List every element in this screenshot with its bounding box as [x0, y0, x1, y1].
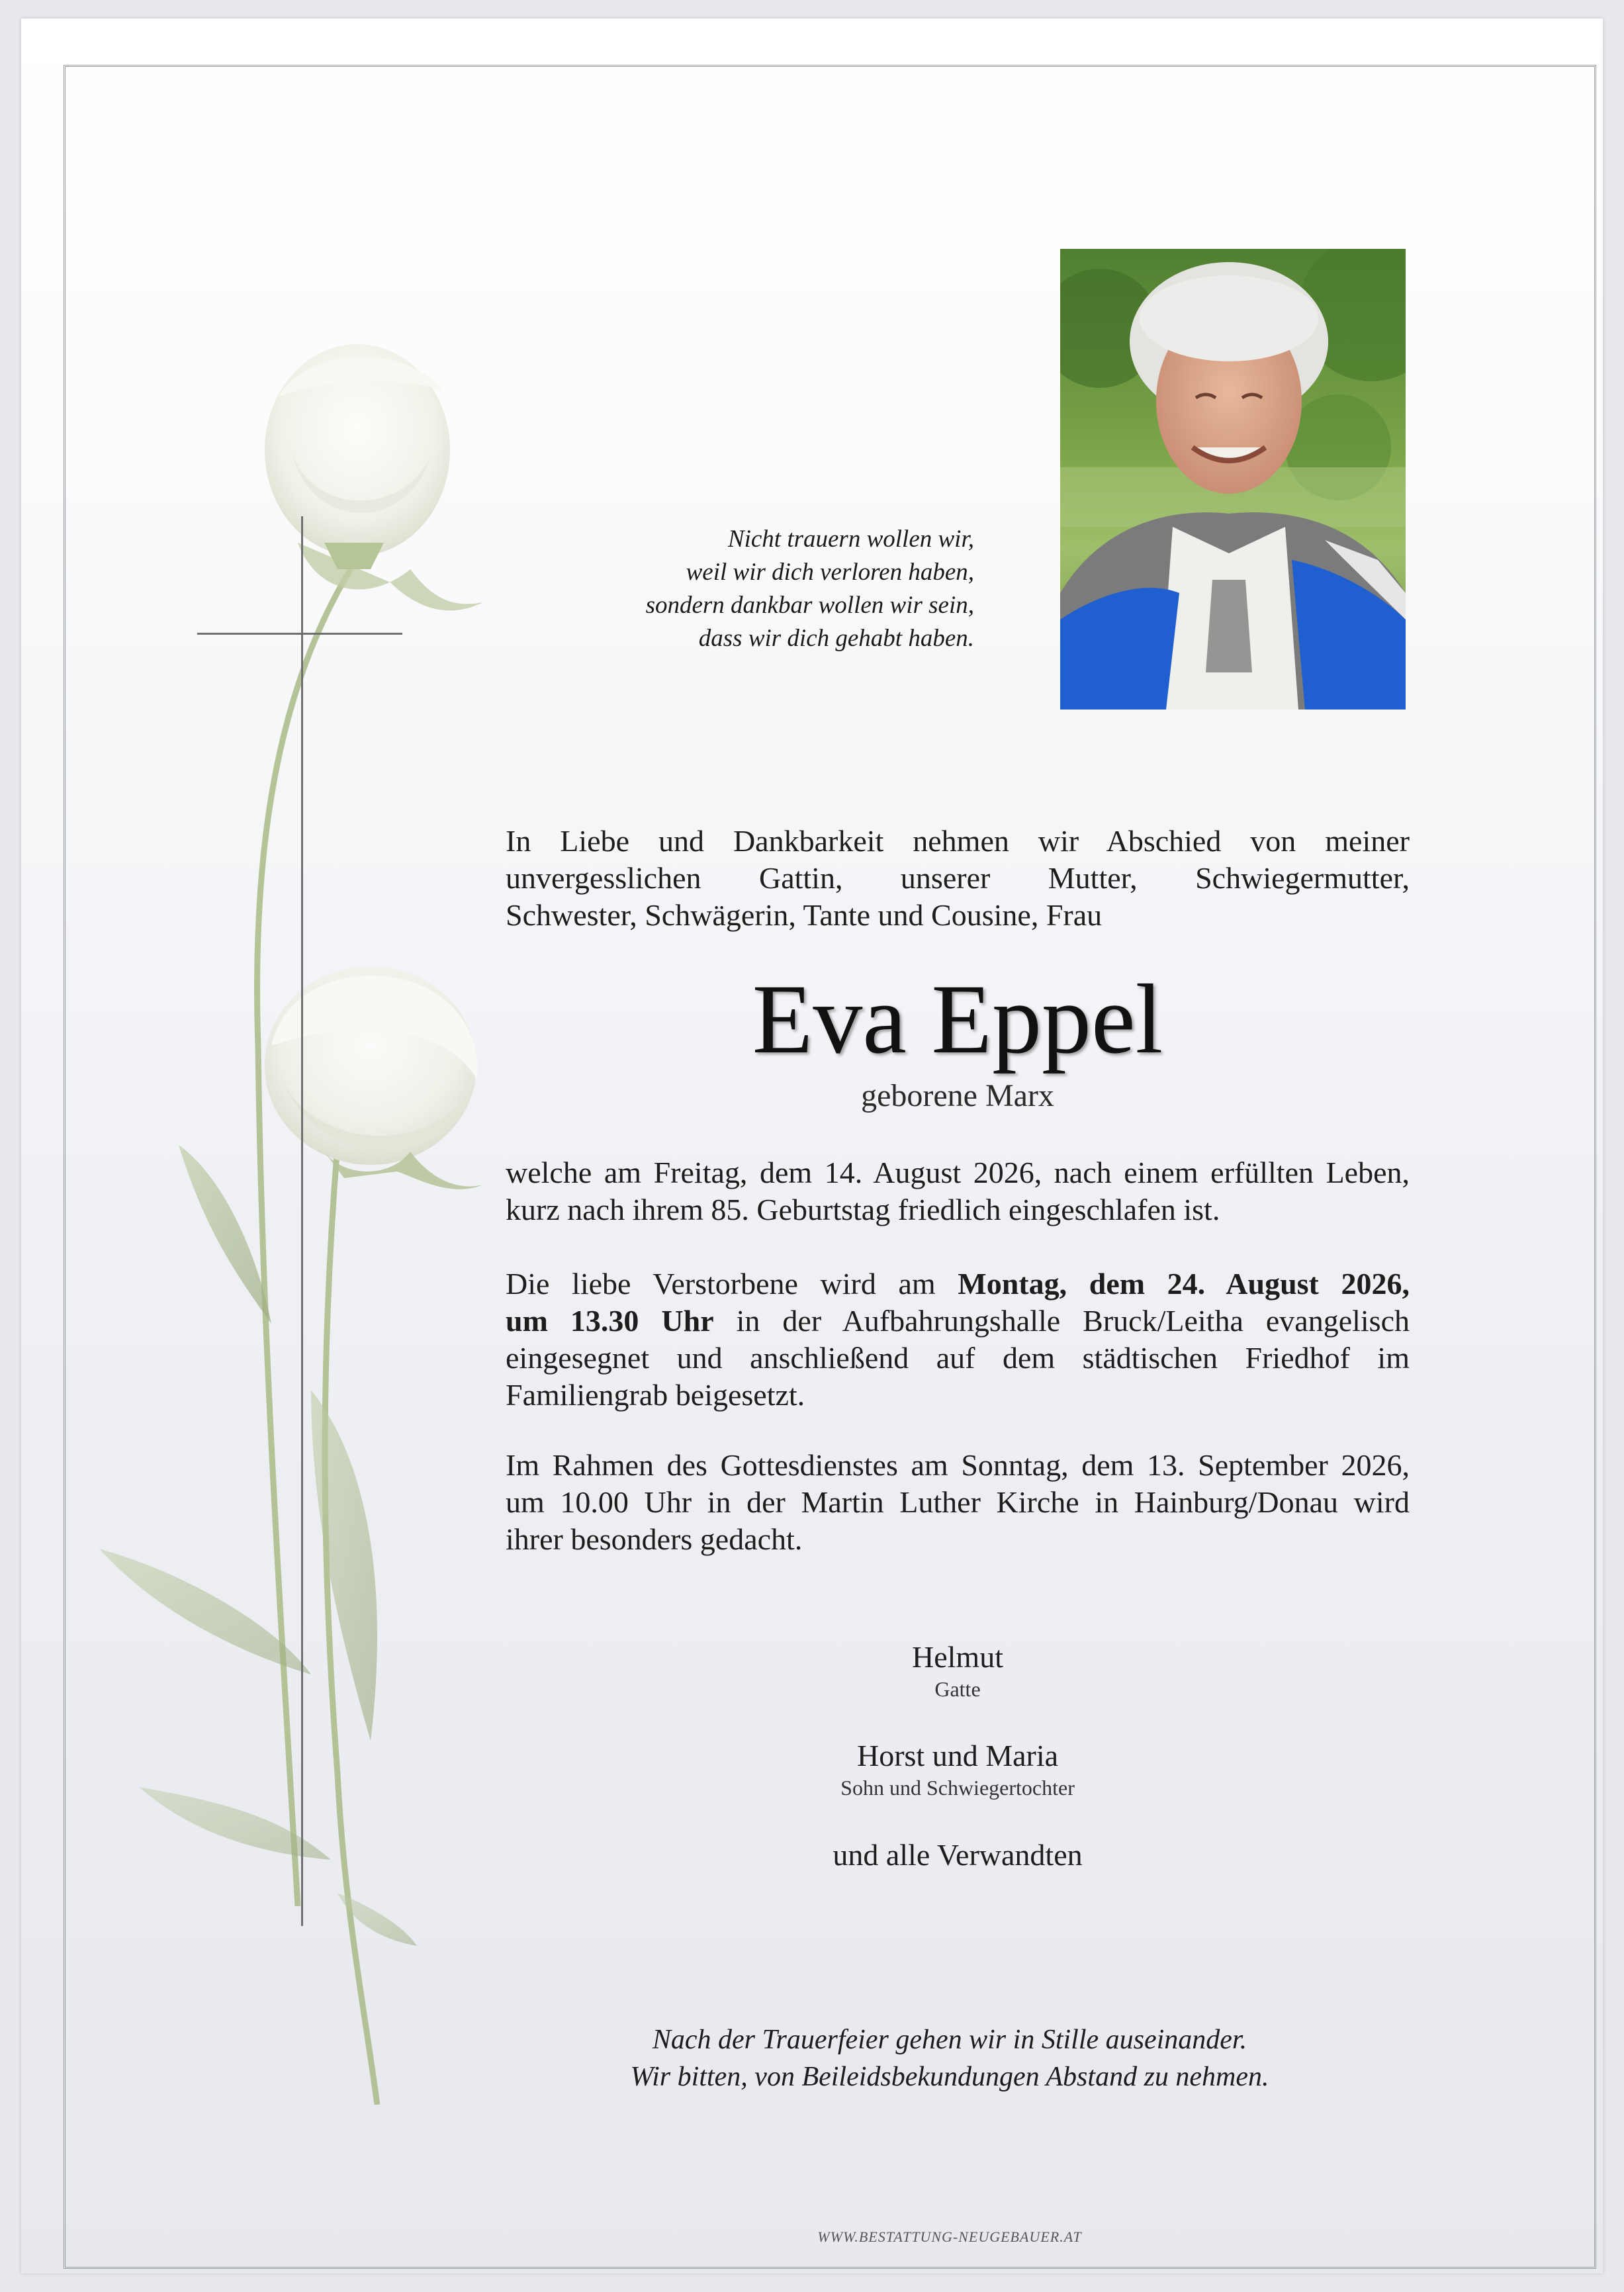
- quote-line: Nicht trauern wollen wir,: [727, 526, 974, 553]
- cross-horizontal-bar: [197, 633, 402, 635]
- quote-line: weil wir dich verloren haben,: [686, 559, 974, 586]
- intro-line: unvergesslichen Gattin, unserer Mutter, Schwiegermutter,: [506, 861, 1410, 895]
- death-paragraph: [506, 1154, 1410, 1228]
- burial-location: in der Aufbahrungshalle Bruck/Leitha evangelisch: [713, 1304, 1410, 1338]
- burial-time: um 13.30 Uhr: [506, 1304, 714, 1338]
- burial-line-3: eingesegnet und anschließend auf dem städtischen Friedhof im: [506, 1341, 1410, 1375]
- death-line: kurz nach ihrem 85. Geburtstag friedlich eingeschlafen ist.: [506, 1193, 1220, 1226]
- closing-line: Wir bitten, von Beileidsbekundungen Abstand zu nehmen.: [630, 2062, 1269, 2092]
- quote-line: sondern dankbar wollen wir sein,: [645, 592, 974, 619]
- mourner-relation: Gatte: [934, 1677, 981, 1701]
- mourner-name: Helmut: [912, 1640, 1003, 1674]
- relatives-line: und alle Verwandten: [833, 1838, 1083, 1872]
- white-roses-illustration: [60, 318, 523, 2105]
- portrait-photo: [1060, 249, 1406, 710]
- intro-line: Schwester, Schwägerin, Tante und Cousine, Frau: [506, 898, 1103, 932]
- service-paragraph: [506, 1447, 1410, 1558]
- mourner-entry: [506, 1639, 1410, 1702]
- intro-line: In Liebe und Dankbarkeit nehmen wir Abschied von meiner: [506, 824, 1410, 858]
- deceased-name: Eva Eppel: [752, 964, 1163, 1074]
- quote-line: dass wir dich gehabt haben.: [698, 625, 974, 652]
- closing-line: Nach der Trauerfeier gehen wir in Stille auseinander.: [652, 2025, 1247, 2055]
- maiden-name: geborene Marx: [861, 1078, 1054, 1113]
- burial-line-2: [506, 1303, 1410, 1340]
- service-line: Im Rahmen des Gottesdienstes am Sonntag, dem 13. September 2026,: [506, 1448, 1410, 1482]
- cross-vertical-bar: [301, 516, 303, 1926]
- mourner-relation: Sohn und Schwiegertochter: [840, 1776, 1075, 1800]
- death-line: welche am Freitag, dem 14. August 2026, nach einem erfüllten Leben,: [506, 1156, 1410, 1189]
- service-line: ihrer besonders gedacht.: [506, 1522, 803, 1556]
- burial-date: Montag, dem 24. August 2026,: [958, 1267, 1410, 1301]
- burial-line-1: [506, 1265, 1410, 1303]
- service-line: um 10.00 Uhr in der Martin Luther Kirche in Hainburg/Donau wird: [506, 1485, 1410, 1519]
- burial-paragraph: [506, 1265, 1410, 1414]
- mourner-name: Horst und Maria: [856, 1739, 1059, 1772]
- burial-line-4: Familiengrab beigesetzt.: [506, 1378, 805, 1412]
- closing-note: [397, 2021, 1502, 2095]
- burial-pre: Die liebe Verstorbene wird am: [506, 1267, 958, 1301]
- funeral-home-website: WWW.BESTATTUNG-NEUGEBAUER.AT: [817, 2228, 1082, 2245]
- memorial-quote: [503, 523, 974, 655]
- intro-paragraph: [506, 823, 1410, 934]
- mourner-entry: [506, 1737, 1410, 1801]
